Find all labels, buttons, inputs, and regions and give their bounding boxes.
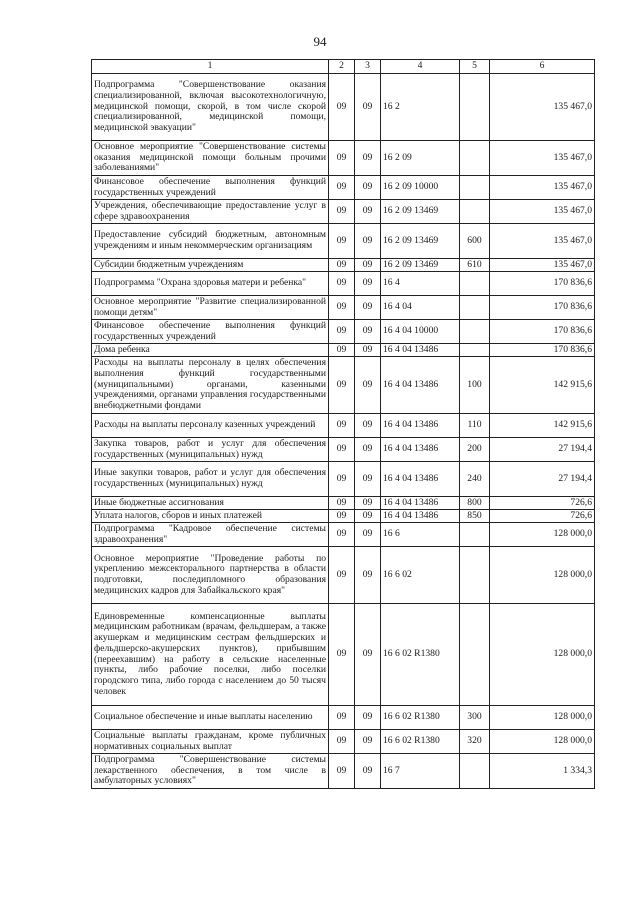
row-name: Основное мероприятие "Проведение работы по укреплению межсекторального партнерства в области подготовки, последипломного образования медицинских кадров для Забайкальского края"	[92, 547, 329, 604]
row-expense-type	[460, 754, 490, 789]
row-expense-type	[460, 320, 490, 344]
row-subsection: 09	[355, 296, 381, 320]
page-number: 94	[313, 34, 327, 49]
row-section: 09	[329, 357, 355, 414]
row-amount: 128 000,0	[490, 523, 595, 547]
row-amount: 1 334,3	[490, 754, 595, 789]
row-section: 09	[329, 272, 355, 296]
row-expense-type: 300	[460, 706, 490, 730]
row-section: 09	[329, 224, 355, 259]
table-row	[92, 272, 595, 296]
row-name: Основное мероприятие "Развитие специализированной помощи детям"	[92, 296, 329, 320]
row-amount: 135 467,0	[490, 259, 595, 272]
row-name: Социальные выплаты гражданам, кроме публичных нормативных социальных выплат	[92, 730, 329, 754]
row-target-article: 16 6 02 R1380	[381, 706, 460, 730]
column-header-2: 2	[329, 60, 355, 74]
row-target-article: 16 4 04 13486	[381, 357, 460, 414]
row-name: Дома ребенка	[92, 344, 329, 357]
row-target-article: 16 6 02 R1380	[381, 730, 460, 754]
row-amount: 170 836,6	[490, 296, 595, 320]
table-row	[92, 438, 595, 462]
row-expense-type: 610	[460, 259, 490, 272]
row-subsection: 09	[355, 547, 381, 604]
row-name: Закупка товаров, работ и услуг для обеспечения государственных (муниципальных) нужд	[92, 438, 329, 462]
column-header-1: 1	[92, 60, 329, 74]
row-amount: 135 467,0	[490, 200, 595, 224]
row-section: 09	[329, 523, 355, 547]
row-amount: 170 836,6	[490, 272, 595, 296]
row-expense-type	[460, 344, 490, 357]
table-row	[92, 176, 595, 200]
row-subsection: 09	[355, 523, 381, 547]
row-expense-type	[460, 141, 490, 176]
row-expense-type	[460, 74, 490, 141]
row-target-article: 16 4 04 13486	[381, 497, 460, 510]
table-row	[92, 141, 595, 176]
row-name: Финансовое обеспечение выполнения функций государственных учреждений	[92, 320, 329, 344]
row-amount: 142 915,6	[490, 357, 595, 414]
row-target-article: 16 4	[381, 272, 460, 296]
row-name: Основное мероприятие "Совершенствование системы оказания медицинской помощи больным прочими заболеваниями"	[92, 141, 329, 176]
row-name: Уплата налогов, сборов и иных платежей	[92, 510, 329, 523]
row-target-article: 16 6 02	[381, 547, 460, 604]
row-section: 09	[329, 604, 355, 706]
row-amount: 135 467,0	[490, 224, 595, 259]
row-target-article: 16 4 04 13486	[381, 438, 460, 462]
row-section: 09	[329, 730, 355, 754]
row-subsection: 09	[355, 200, 381, 224]
row-subsection: 09	[355, 176, 381, 200]
column-header-6: 6	[490, 60, 595, 74]
row-section: 09	[329, 259, 355, 272]
row-subsection: 09	[355, 414, 381, 438]
table-row	[92, 523, 595, 547]
row-amount: 27 194,4	[490, 462, 595, 497]
row-name: Подпрограмма "Совершенствование системы лекарственного обеспечения, в том числе в амбулаторных условиях"	[92, 754, 329, 789]
row-section: 09	[329, 510, 355, 523]
row-expense-type: 200	[460, 438, 490, 462]
row-expense-type	[460, 604, 490, 706]
row-target-article: 16 4 04	[381, 296, 460, 320]
row-section: 09	[329, 547, 355, 604]
row-target-article: 16 4 04 13486	[381, 510, 460, 523]
row-target-article: 16 4 04 13486	[381, 414, 460, 438]
row-subsection: 09	[355, 141, 381, 176]
row-expense-type: 320	[460, 730, 490, 754]
row-name: Иные бюджетные ассигнования	[92, 497, 329, 510]
table-row	[92, 706, 595, 730]
row-subsection: 09	[355, 462, 381, 497]
row-target-article: 16 7	[381, 754, 460, 789]
row-expense-type	[460, 296, 490, 320]
row-expense-type: 800	[460, 497, 490, 510]
table-row	[92, 414, 595, 438]
table-row	[92, 74, 595, 141]
table-row	[92, 462, 595, 497]
row-amount: 128 000,0	[490, 706, 595, 730]
table-row	[92, 730, 595, 754]
column-header-4: 4	[381, 60, 460, 74]
row-expense-type: 600	[460, 224, 490, 259]
table-row	[92, 497, 595, 510]
row-target-article: 16 6 02 R1380	[381, 604, 460, 706]
row-subsection: 09	[355, 510, 381, 523]
row-section: 09	[329, 141, 355, 176]
row-amount: 135 467,0	[490, 141, 595, 176]
row-expense-type	[460, 547, 490, 604]
row-subsection: 09	[355, 706, 381, 730]
row-name: Социальное обеспечение и иные выплаты населению	[92, 706, 329, 730]
row-name: Расходы на выплаты персоналу казенных учреждений	[92, 414, 329, 438]
row-subsection: 09	[355, 259, 381, 272]
table-row	[92, 259, 595, 272]
row-target-article: 16 4 04 13486	[381, 462, 460, 497]
row-section: 09	[329, 706, 355, 730]
row-name: Единовременные компенсационные выплаты медицинским работникам (врачам, фельдшерам, а также акушеркам и медицинским сестрам фельдшерских и фельдшерско-акушерских пунктов), прибывшим (переехавшим) на работу в сельские населенные пункты, либо рабочие поселки, либо поселки городского типа, либо города с населением до 50 тысяч человек	[92, 604, 329, 706]
row-subsection: 09	[355, 224, 381, 259]
row-amount: 142 915,6	[490, 414, 595, 438]
table-row	[92, 357, 595, 414]
row-expense-type: 240	[460, 462, 490, 497]
column-header-3: 3	[355, 60, 381, 74]
row-section: 09	[329, 74, 355, 141]
row-subsection: 09	[355, 604, 381, 706]
row-subsection: 09	[355, 730, 381, 754]
row-target-article: 16 2 09 10000	[381, 176, 460, 200]
row-target-article: 16 2 09 13469	[381, 200, 460, 224]
table-row	[92, 320, 595, 344]
row-name: Субсидии бюджетным учреждениям	[92, 259, 329, 272]
table-row	[92, 344, 595, 357]
row-expense-type	[460, 176, 490, 200]
table-row	[92, 200, 595, 224]
row-subsection: 09	[355, 320, 381, 344]
row-expense-type: 100	[460, 357, 490, 414]
row-section: 09	[329, 200, 355, 224]
row-amount: 128 000,0	[490, 730, 595, 754]
table-row	[92, 224, 595, 259]
row-target-article: 16 4 04 10000	[381, 320, 460, 344]
table-row	[92, 604, 595, 706]
row-section: 09	[329, 414, 355, 438]
row-amount: 27 194,4	[490, 438, 595, 462]
row-target-article: 16 2 09 13469	[381, 259, 460, 272]
row-target-article: 16 2 09	[381, 141, 460, 176]
row-subsection: 09	[355, 438, 381, 462]
row-amount: 726,6	[490, 510, 595, 523]
row-section: 09	[329, 497, 355, 510]
row-subsection: 09	[355, 497, 381, 510]
row-expense-type: 110	[460, 414, 490, 438]
column-header-5: 5	[460, 60, 490, 74]
row-name: Учреждения, обеспечивающие предоставление услуг в сфере здравоохранения	[92, 200, 329, 224]
row-subsection: 09	[355, 357, 381, 414]
row-section: 09	[329, 462, 355, 497]
header-row	[92, 60, 595, 74]
row-target-article: 16 2	[381, 74, 460, 141]
row-name: Предоставление субсидий бюджетным, автономным учреждениям и иным некоммерческим организациям	[92, 224, 329, 259]
table-header	[92, 60, 595, 74]
row-name: Расходы на выплаты персоналу в целях обеспечения выполнения функций государственными (муниципальными) органами, казенными учреждениями, органами управления государственными внебюджетными фондами	[92, 357, 329, 414]
table-row	[92, 754, 595, 789]
row-expense-type: 850	[460, 510, 490, 523]
table-row	[92, 510, 595, 523]
row-subsection: 09	[355, 272, 381, 296]
row-section: 09	[329, 320, 355, 344]
row-name: Подпрограмма "Кадровое обеспечение системы здравоохранения"	[92, 523, 329, 547]
row-name: Подпрограмма "Совершенствование оказания специализированной, включая высокотехнологичную, медицинской помощи, скорой, в том числе скорой специализированной, медицинской помощи, медицинской эвакуации"	[92, 74, 329, 141]
row-section: 09	[329, 296, 355, 320]
row-section: 09	[329, 344, 355, 357]
row-target-article: 16 2 09 13469	[381, 224, 460, 259]
row-expense-type	[460, 272, 490, 296]
row-name: Подпрограмма "Охрана здоровья матери и ребенка"	[92, 272, 329, 296]
row-target-article: 16 4 04 13486	[381, 344, 460, 357]
row-name: Иные закупки товаров, работ и услуг для обеспечения государственных (муниципальных) нужд	[92, 462, 329, 497]
row-amount: 135 467,0	[490, 74, 595, 141]
row-subsection: 09	[355, 74, 381, 141]
row-target-article: 16 6	[381, 523, 460, 547]
row-name: Финансовое обеспечение выполнения функций государственных учреждений	[92, 176, 329, 200]
row-amount: 726,6	[490, 497, 595, 510]
row-section: 09	[329, 754, 355, 789]
row-amount: 170 836,6	[490, 320, 595, 344]
row-subsection: 09	[355, 754, 381, 789]
row-section: 09	[329, 438, 355, 462]
row-section: 09	[329, 176, 355, 200]
row-expense-type	[460, 523, 490, 547]
row-amount: 128 000,0	[490, 547, 595, 604]
table-row	[92, 296, 595, 320]
row-expense-type	[460, 200, 490, 224]
row-subsection: 09	[355, 344, 381, 357]
table-body	[92, 74, 595, 789]
budget-table	[91, 59, 595, 789]
table-row	[92, 547, 595, 604]
row-amount: 128 000,0	[490, 604, 595, 706]
row-amount: 170 836,6	[490, 344, 595, 357]
row-amount: 135 467,0	[490, 176, 595, 200]
